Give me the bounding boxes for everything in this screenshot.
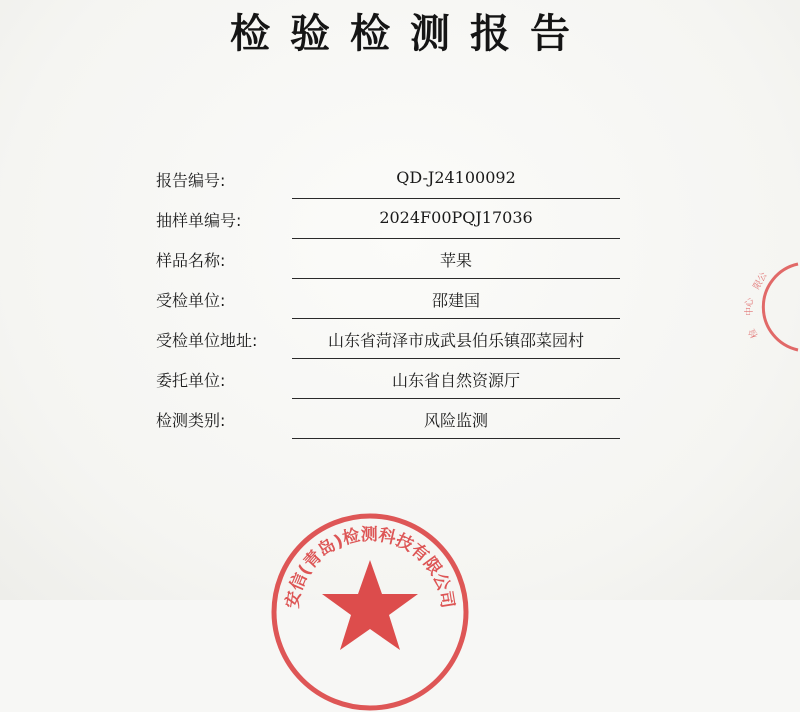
field-underline — [292, 358, 620, 359]
field-underline — [292, 198, 620, 199]
field-row-inspected-unit — [0, 280, 800, 320]
report-title: 检验检测报告 — [230, 11, 590, 57]
page-edge-seal-stamp — [738, 262, 800, 352]
field-value: 苹果 — [439, 251, 472, 270]
field-label: 检测类别: — [156, 411, 226, 430]
seal-star-icon — [322, 560, 418, 650]
field-value: QD-J24100092 — [396, 168, 516, 187]
field-row-sample-name — [0, 240, 800, 280]
field-label: 受检单位: — [156, 291, 226, 310]
report-info-table — [0, 160, 800, 450]
field-row-test-category — [0, 400, 800, 440]
field-label: 受检单位地址: — [156, 331, 258, 350]
field-underline — [292, 238, 620, 239]
seal-text: 安信(青岛)检测科技有限公司 — [282, 524, 458, 610]
field-value: 山东省菏泽市成武县伯乐镇邵菜园村 — [327, 331, 584, 350]
field-underline — [292, 318, 620, 319]
field-underline — [292, 398, 620, 399]
field-row-sampling-number — [0, 200, 800, 240]
field-value: 山东省自然资源厅 — [391, 371, 520, 390]
field-value: 风险监测 — [423, 411, 488, 430]
field-value: 邵建国 — [431, 291, 480, 310]
field-label: 样品名称: — [156, 251, 226, 270]
field-label: 抽样单编号: — [156, 211, 242, 230]
svg-text:中心: 中心 — [745, 297, 755, 316]
svg-text:限公: 限公 — [751, 270, 770, 292]
field-row-report-number — [0, 160, 800, 200]
svg-text:检: 检 — [747, 326, 761, 340]
field-underline — [292, 438, 620, 439]
field-row-client-unit — [0, 360, 800, 400]
official-seal-stamp — [270, 512, 470, 712]
field-label: 委托单位: — [156, 371, 226, 390]
field-row-inspected-address — [0, 320, 800, 360]
field-underline — [292, 278, 620, 279]
field-value: 2024F00PQJ17036 — [379, 208, 533, 227]
field-label: 报告编号: — [156, 171, 226, 190]
